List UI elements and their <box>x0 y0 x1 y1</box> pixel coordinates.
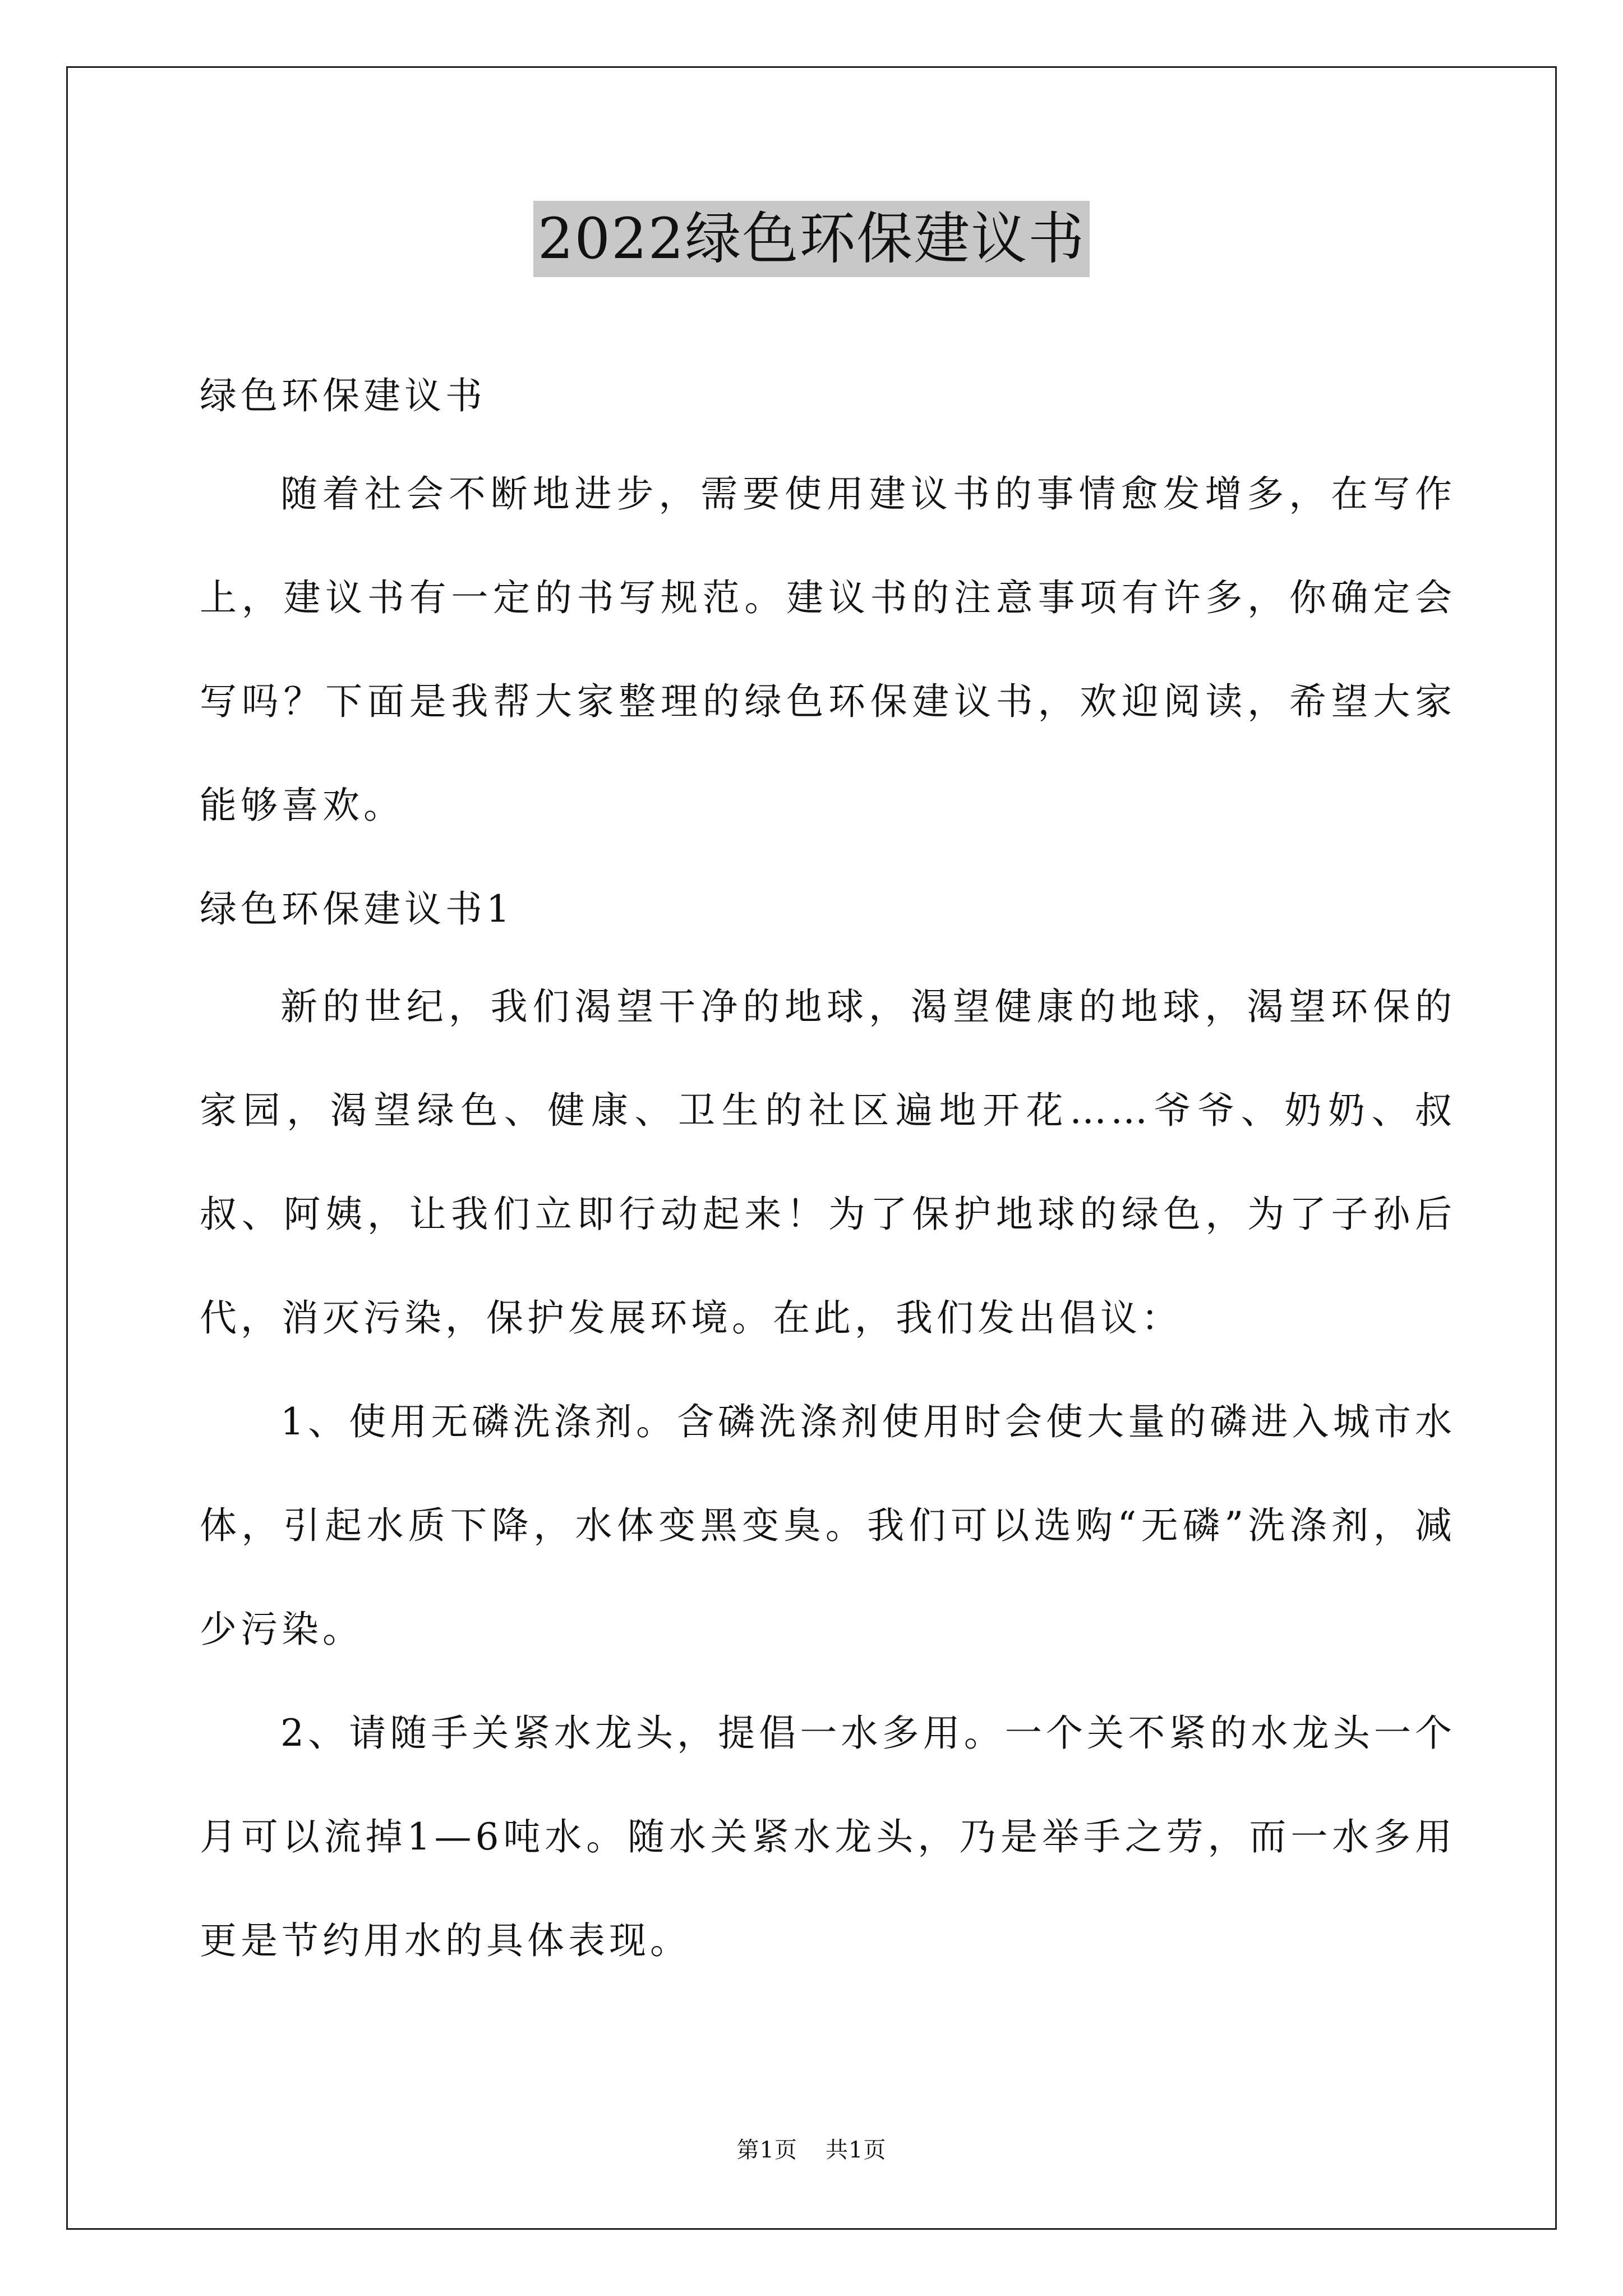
title-container <box>0 201 1623 277</box>
page-footer <box>0 2136 1623 2164</box>
document-title: 2022绿色环保建议书 <box>533 201 1090 277</box>
list-item-1: 1、使用无磷洗涤剂。含磷洗涤剂使用时会使大量的磷进入城市水体，引起水质下降，水体变黑变臭。我们可以选购“无磷”洗涤剂，减少污染。 <box>200 1400 1456 1651</box>
page-total: 共1页 <box>826 2137 887 2163</box>
intro-paragraph: 随着社会不断地进步，需要使用建议书的事情愈发增多，在写作上，建议书有一定的书写规范。建议书的注意事项有许多，你确定会写吗？下面是我帮大家整理的绿色环保建议书，欢迎阅读，希望大家能够喜欢。 <box>200 472 1456 827</box>
body-paragraph: 新的世纪，我们渴望干净的地球，渴望健康的地球，渴望环保的家园，渴望绿色、健康、卫生的社区遍地开花……爷爷、奶奶、叔叔、阿姨，让我们立即行动起来！为了保护地球的绿色，为了子孙后代，消灭污染，保护发展环境。在此，我们发出倡议： <box>200 985 1456 1340</box>
list-item-2: 2、请随手关紧水龙头，提倡一水多用。一个关不紧的水龙头一个月可以流掉1—6吨水。随水关紧水龙头，乃是举手之劳，而一水多用更是节约用水的具体表现。 <box>200 1711 1456 1962</box>
page-number: 第1页 <box>736 2137 797 2163</box>
section-heading-1: 绿色环保建议书1 <box>200 887 514 931</box>
section-heading: 绿色环保建议书 <box>200 374 486 417</box>
